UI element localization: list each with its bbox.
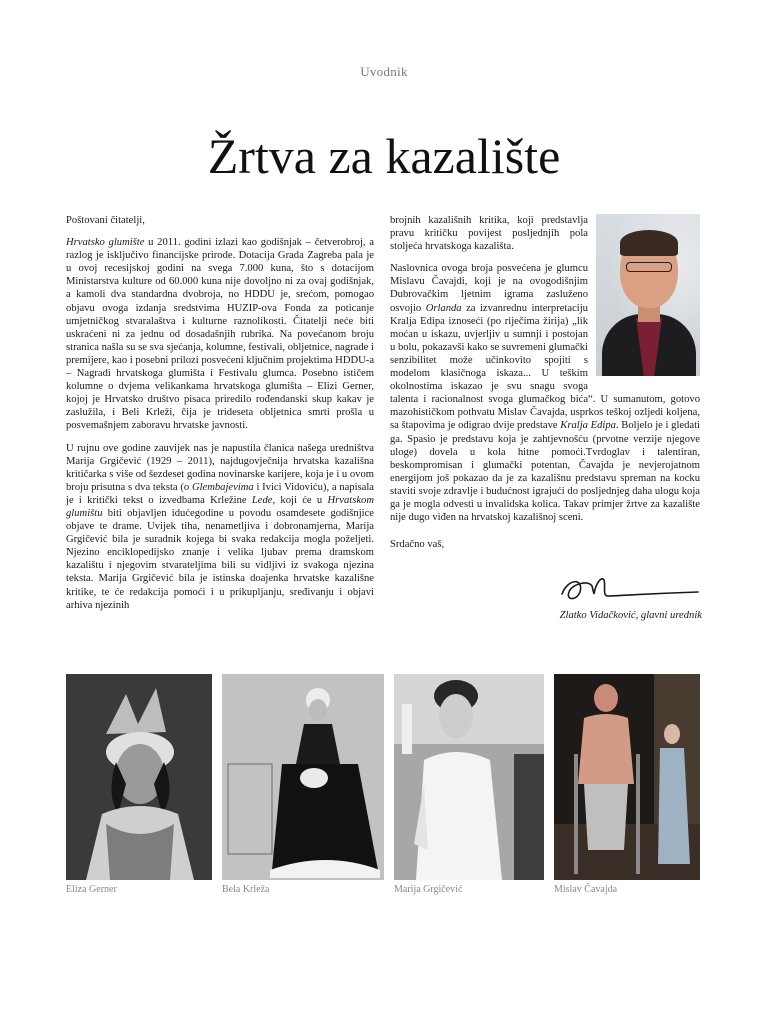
closing: Srdačno vaš, <box>390 539 445 551</box>
photo-marija-grgicevic <box>394 674 544 880</box>
photo-caption: Mislav Čavajda <box>554 884 618 895</box>
paragraph: brojnih kazališnih kritika, koji predstavlja pravu kritičku povijest posljednjih pola stoljeća hrvatskoga kazališta. <box>390 215 588 253</box>
paragraph: U rujnu ove godine zauvijek nas je napustila članica našega uredništva Marija Grgičević (1929 – 2011), najdugovječnija hrvatska kazališna kritičarka s više od šezdeset godina novinarske karijere, koja je i u ovom broju prisutna s dva teksta (o Glembajevima i Ivici Vidoviću), a napisala je i kritički tekst o izvedbama Krležine Lede, koji će u Hrvatskom glumištu biti objavljen idućegodine u povodu osamdesete godišnjice objave te drame. Uvijek tiha, nenametljiva i dobronamjerna, Marija Grgičević bila je suradnik kojega bi svaka redakcija mogla poželjeti. Njezino enciklopedijsko znanje i velika ljubav prema dramskom kazalištu i njegovim stvarateljima bili su vidljivi iz svakoga njezina teksta. Marija Grgičević bila je istinska doajenka hrvatske kazališne kritike, te će redakcija pomoći i u prikupljanju, sređivanju i objavi arhiva njezinih <box>66 442 375 611</box>
signature-block <box>558 572 702 628</box>
right-column <box>390 214 700 560</box>
photo-caption: Marija Grgičević <box>394 884 463 895</box>
photo-caption: Bela Krleža <box>222 884 270 895</box>
photo-caption: Eliza Gerner <box>66 884 117 895</box>
paragraph: Hrvatsko glumište u 2011. godini izlazi kao godišnjak – četverobroj, a razlog je isključivo financijske prirode. Dotacija Grada Zagreba pala je u ovoj recesijskoj godini na svega 7.000 kuna, što s dotacijom Ministarstva kulture od 60.000 kuna nije dovoljno ni za ovaj godišnjak, a kamoli dva standardna dvobroja, no HDDU je, srećom, pomogao objavu ovoga izdanja sredstvima HUZIP-ova Fonda za poticanje umjetničkog stvaralaštva i kulturne raznolikosti. Čitatelji neće biti uskraćeni ni za jednu od dosadašnjih rubrika. Na povećanom broju stranica našla su se sva sjećanja, kolumne, festivali, obljetnice, nagrade i premijere, kao i posebni prilozi posvećeni ključnim projektima HDDU-a – Nagradi hrvatskoga glumišta i Festivalu glumca. Posebno ističem kolumne o dvjema velikankama hrvatskoga glumišta – Elizi Gerner, kojoj je Hrvatsko društvo pisaca priredilo rođendanski skup kakav je zaslužila, i Beli Krleži, čija je trideseta obljetnica smrti prošla u posvemašnjem zaboravu hrvatske javnosti. <box>66 237 375 432</box>
photo-eliza-gerner <box>66 674 212 880</box>
headline: Žrtva za kazalište <box>207 128 561 184</box>
editor-portrait-photo <box>596 214 700 376</box>
editor-byline: Zlatko Vidačković, glavni urednik <box>559 610 702 621</box>
photo-bela-krleza <box>222 674 384 880</box>
section-label: Uvodnik <box>360 64 408 79</box>
left-column <box>66 214 374 621</box>
signature-mark <box>558 572 702 606</box>
paragraph: Naslovnica ovoga broja posvećena je glumcu Mislavu Čavajdi, koji je na ovogodišnjim Dubrovačkim ljetnim igrama zasluženo osvojio Orlanda za izvanrednu interpretaciju Kralja Edipa iznoseći (po riječima žirija) „lik moćan u iskazu, uvjerljiv u sumnji i postojan u bolu, pokazavši kako se suvremeni glumački senzibilitet može učinkovito spojiti s modelom klasičnoga iskaza... U teškim okolnostima iskazao je svu snagu svoga talenta i racionalnost svoga glumačkog bića“. U sumanutom, gotovo mazohističkom pothvatu Mislav Čavajda, usprkos teškoj ozljedi koljena, sa štapovima je odigrao dvije predstave Kralja Edipa. Boljelo je i gledati ga. Spasio je predstavu koja je zahtjevnošću (prvotne verzije njegove uloge) dovela u kola hitne pomoći.Tvrdoglav i talentiran, beskompromisan i glumački potentan, Čavajda je nevjerojatnom energijom još pokazao da je za kazališnu predstavu spreman na kocku staviti svoje zdravlje i budućnost igrajući do posljednjeg daha ulogu koja ga je mogla odvesti u invalidska kolica. Takav primjer žrtve za kazalište nije dugo viđen na hrvatskoj kazališnoj sceni. <box>390 263 700 524</box>
salutation: Poštovani čitatelji, <box>66 215 145 226</box>
photo-mislav-cavajda <box>554 674 700 880</box>
